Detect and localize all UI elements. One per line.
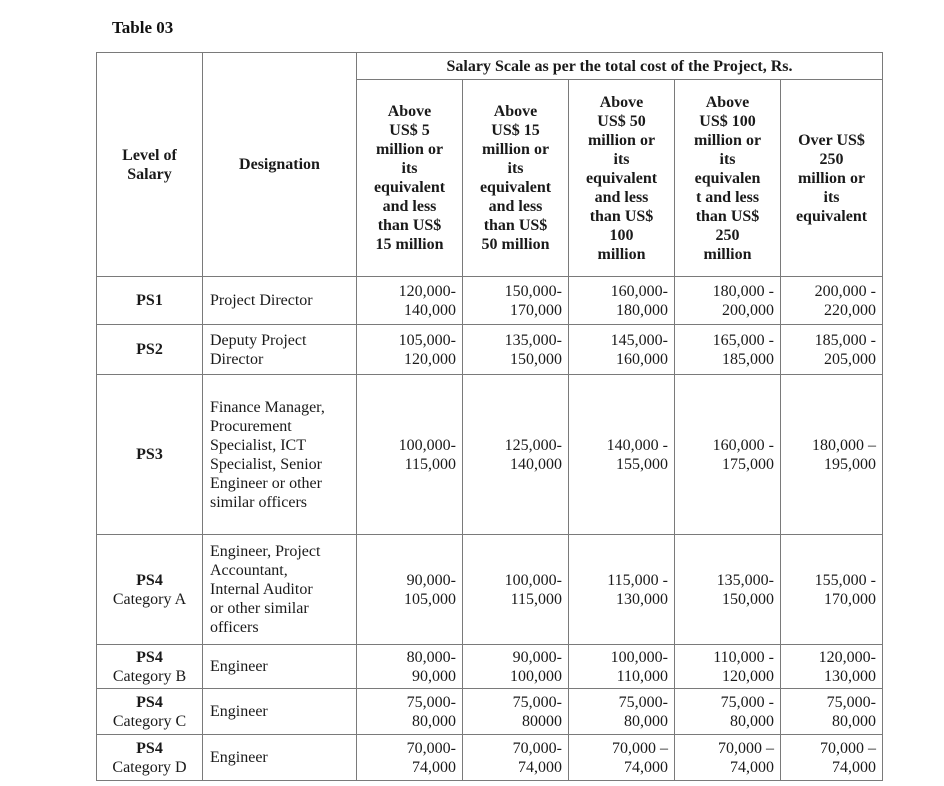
- band-header-1: Above US$ 5 million or its equivalent and less than US$ 15 million: [357, 80, 463, 277]
- salary-range-cell: 160,000 - 175,000: [675, 375, 781, 535]
- salary-range-cell: 100,000- 115,000: [357, 375, 463, 535]
- salary-range-cell: 120,000- 140,000: [357, 277, 463, 325]
- table-caption: Table 03: [112, 18, 174, 37]
- salary-range-cell: 90,000- 100,000: [463, 645, 569, 689]
- salary-range-cell: 200,000 - 220,000: [781, 277, 883, 325]
- table-row: [97, 325, 883, 375]
- salary-range-cell: 135,000- 150,000: [463, 325, 569, 375]
- table-row: [97, 645, 883, 689]
- band-header-2: Above US$ 15 million or its equivalent and less than US$ 50 million: [463, 80, 569, 277]
- salary-range-cell: 115,000 - 130,000: [569, 535, 675, 645]
- band-header-5: Over US$ 250 million or its equivalent: [781, 80, 883, 277]
- salary-range-cell: 155,000 - 170,000: [781, 535, 883, 645]
- salary-range-cell: 100,000- 115,000: [463, 535, 569, 645]
- salary-level-cell: PS3: [97, 375, 203, 535]
- salary-range-cell: 125,000- 140,000: [463, 375, 569, 535]
- salary-range-cell: 75,000- 80,000: [781, 689, 883, 735]
- salary-range-cell: 135,000- 150,000: [675, 535, 781, 645]
- salary-range-cell: 80,000- 90,000: [357, 645, 463, 689]
- designation-header: Designation: [203, 53, 357, 277]
- table-row: [97, 689, 883, 735]
- salary-scale-header: Salary Scale as per the total cost of the Project, Rs.: [357, 53, 883, 80]
- salary-range-cell: 145,000- 160,000: [569, 325, 675, 375]
- salary-range-cell: 75,000- 80,000: [357, 689, 463, 735]
- salary-range-cell: 70,000- 74,000: [357, 735, 463, 781]
- band-header-4: Above US$ 100 million or its equivalen t and less than US$ 250 million: [675, 80, 781, 277]
- salary-range-cell: 160,000- 180,000: [569, 277, 675, 325]
- salary-level-cell: PS1: [97, 277, 203, 325]
- salary-range-cell: 120,000- 130,000: [781, 645, 883, 689]
- salary-level-cell: PS4 Category D: [97, 735, 203, 781]
- header-row-1: [97, 53, 883, 80]
- salary-level-cell: PS4 Category A: [97, 535, 203, 645]
- salary-range-cell: 180,000 - 200,000: [675, 277, 781, 325]
- salary-range-cell: 70,000 – 74,000: [675, 735, 781, 781]
- salary-range-cell: 75,000 - 80,000: [675, 689, 781, 735]
- salary-range-cell: 110,000 - 120,000: [675, 645, 781, 689]
- band-header-3: Above US$ 50 million or its equivalent and less than US$ 100 million: [569, 80, 675, 277]
- table-body: [97, 277, 883, 781]
- table-row: [97, 375, 883, 535]
- designation-cell: Engineer, Project Accountant, Internal Auditor or other similar officers: [203, 535, 357, 645]
- salary-level-cell: PS4 Category C: [97, 689, 203, 735]
- salary-range-cell: 70,000- 74,000: [463, 735, 569, 781]
- salary-level-cell: PS4 Category B: [97, 645, 203, 689]
- table-row: [97, 535, 883, 645]
- salary-range-cell: 70,000 – 74,000: [569, 735, 675, 781]
- salary-scale-table: [96, 52, 883, 781]
- salary-range-cell: 100,000- 110,000: [569, 645, 675, 689]
- salary-level-cell: PS2: [97, 325, 203, 375]
- salary-range-cell: 180,000 – 195,000: [781, 375, 883, 535]
- salary-range-cell: 150,000- 170,000: [463, 277, 569, 325]
- salary-range-cell: 185,000 - 205,000: [781, 325, 883, 375]
- salary-range-cell: 90,000- 105,000: [357, 535, 463, 645]
- salary-range-cell: 165,000 - 185,000: [675, 325, 781, 375]
- level-of-salary-header: Level of Salary: [97, 53, 203, 277]
- designation-cell: Deputy Project Director: [203, 325, 357, 375]
- table-row: [97, 277, 883, 325]
- salary-range-cell: 70,000 – 74,000: [781, 735, 883, 781]
- designation-cell: Engineer: [203, 735, 357, 781]
- salary-range-cell: 75,000- 80,000: [569, 689, 675, 735]
- salary-range-cell: 140,000 - 155,000: [569, 375, 675, 535]
- salary-range-cell: 105,000- 120,000: [357, 325, 463, 375]
- salary-range-cell: 75,000- 80000: [463, 689, 569, 735]
- designation-cell: Engineer: [203, 689, 357, 735]
- designation-cell: Engineer: [203, 645, 357, 689]
- designation-cell: Project Director: [203, 277, 357, 325]
- designation-cell: Finance Manager, Procurement Specialist, ICT Specialist, Senior Engineer or other similar officers: [203, 375, 357, 535]
- table-row: [97, 735, 883, 781]
